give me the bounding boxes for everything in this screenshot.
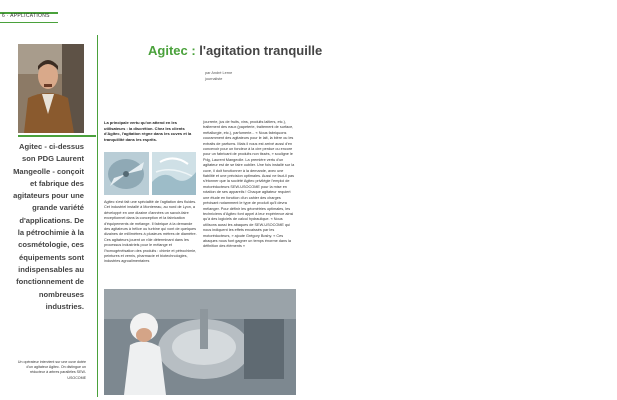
article-title [148, 43, 322, 58]
section-label: 6 · APPLICATIONS [2, 13, 50, 19]
mixer-blade-image [104, 152, 149, 195]
byline [205, 71, 232, 82]
body-column-2: (ourrerie, jus de fruits, vins, produits laitiers, etc.), traitement des eaux (papeterie, traitement de surface, métallurgie, etc.), parfumerie... « Nous fabriquons couramment des agitateurs pour le lait, la bière ou les extraits de parfums. Mais il nous est arrivé aussi d'en concevoir pour un fondeur à la cire perdue ou encore pour un fabricant de produits non tissés, » souligne le Pdg, Laurent Mangeolle. La première vertu d'un agitateur est de se faire oublier. Une fois installé sur la cuve, il doit fonctionner à la demande, avec une fiabilité et une précision optimales. Aussi ne faut-il pas s'étonner que la société Agitec privilégie l'emploi de motoréducteurs SEW-USOCOME pour la mise en rotation de ses appareils ! Chaque agitateur requiert une étude en fonction d'un cahier des charges précisant notamment le type de produit qu'il devra mélanger. Pour définir les géométries optimales, les techniciens d'Agitec font appel à leur expérience ainsi qu'à des logiciels de calcul hydraulique. « Nous utilisons aussi les abaques de SEW-USOCOME qui nous indiquent les effets encaissés par les motoréducteurs, » ajoute Grégory Boshy. « Ces abaques nous font gagner un temps énorme dans la définition des éléments » [203, 120, 295, 249]
title-brand: Agitec : [148, 43, 196, 58]
ceo-portrait [18, 44, 84, 133]
fluid-mixing-image [152, 152, 196, 195]
intro-paragraph: La principale vertu qu'on attend en les utilisateurs : la discrétion. Chez les clients d'Agitec, l'agitation règne dans les cuves et la tranquillité dans les esprits. [104, 120, 192, 142]
pull-quote: Agitec - ci-dessus son PDG Laurent Mangeolle - conçoit et fabrique des agitateurs pour une grande variété d'applications. De la pétrochimie à la cosmétologie, ces équipements sont indispensables au fonctionnement de nombreuses industries. [13, 142, 84, 311]
operator-photo [104, 289, 296, 395]
byline-role: journaliste [205, 76, 223, 81]
title-rest: l'agitation tranquille [195, 43, 323, 58]
byline-author: par André Lerne [205, 71, 233, 75]
photo-caption: Un opérateur intervient sur une cuve dotée d'un agitateur Agitec. On distingue un réducteur à arbres parallèles SEW-USOCOME [17, 360, 86, 380]
body-column-1: Agitec s'est fait une spécialité de l'agitation des fluides. Cet industriel installé à Montereau, au nord de Lyon, a développé en une dizaine d'années un savoir-faire exceptionnel dans la conception et la fabrication d'équipements de mélange. Il fabrique à la demande des agitateurs à hélice ou turbine qui vont de quelques dizaines de millimètres à plusieurs mètres de diamètre. Ces agitateurs jouent un rôle déterminant dans les processus industriels pour le mélange et l'homogénéisation des produits : chimie et pétrochimie, peintures et vernis, pharmacie et biotechnologies, industries agroalimentaires [104, 200, 197, 264]
portrait-rule [18, 135, 96, 137]
column-divider [97, 35, 98, 397]
